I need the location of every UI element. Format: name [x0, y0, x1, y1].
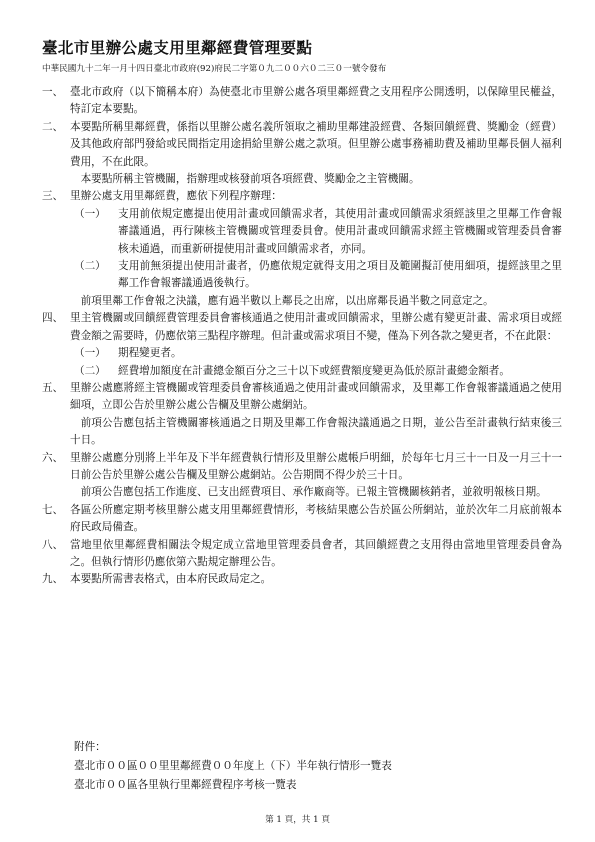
section-paragraph: 前項里鄰工作會報之決議，應有過半數以上鄰長之出席，以出席鄰長過半數之同意定之。 [80, 294, 494, 307]
section [42, 119, 562, 171]
attachments-label: 附件： [74, 741, 106, 753]
section-number: 二、 [42, 120, 64, 133]
section-paragraph: 前項公告應包括工作進度、已支出經費項目、承作廠商等。已報主管機關核銷者，並敘明報核日期。 [80, 486, 547, 499]
attachment-item: 臺北市００區各里執行里鄰經費程序考核一覽表 [74, 779, 297, 791]
sub-item-number: （二） [74, 364, 106, 377]
sub-item-text: 經費增加額度在計畫總金額百分之三十以下或經費額度變更為低於原計畫總金額者。 [118, 364, 510, 377]
section-text: 里辦公處支用里鄰經費，應依下列程序辦理： [70, 190, 282, 203]
sub-item [42, 345, 562, 362]
attachments [42, 738, 562, 795]
section [42, 571, 562, 588]
section [42, 502, 562, 537]
section [42, 380, 562, 415]
section-number: 三、 [42, 190, 64, 203]
document-title: 臺北市里辦公處支用里鄰經費管理要點 [42, 38, 313, 57]
section-text: 里主管機關或回饋經費管理委員會審核通過之使用計畫或回饋需求，里辦公處有變更計畫、需求項目或經費金額之需要時，仍應依第三點程序辦理。但計畫或需求項目不變，僅為下列各款之變更者，不在此限： [70, 312, 562, 342]
section [42, 537, 562, 572]
sub-item [42, 258, 562, 293]
section-paragraph: 本要點所稱主管機關，指辦理或核發前項各項經費、獎勵金之主管機關。 [80, 173, 420, 186]
section [42, 450, 562, 485]
sub-item [42, 206, 562, 258]
section-number: 八、 [42, 538, 64, 551]
sub-item-text: 期程變更者。 [118, 347, 182, 360]
sub-item-text: 支用前無須提出使用計畫者，仍應依規定就得支用之項目及範圍擬訂使用細項，提經該里之里鄰工作會報審議通過後執行。 [118, 260, 562, 290]
section [42, 188, 562, 205]
section-text: 里辦公處應分別將上半年及下半年經費執行情形及里辦公處帳戶明細，於每年七月三十一日及一月三十一日前公告於里辦公處公告欄及里辦公處網站。公告期間不得少於三十日。 [70, 451, 562, 481]
sub-item [42, 363, 562, 380]
section-text: 各區公所應定期考核里辦公處支用里鄰經費情形，考核結果應公告於區公所網站，並於次年二月底前報本府民政局備查。 [70, 503, 562, 534]
section-text: 里辦公處應將經主管機關或管理委員會審核通過之使用計畫或回饋需求，及里鄰工作會報審議通過之使用細項，立即公告於里辦公處公告欄及里辦公處網站。 [70, 381, 562, 412]
sub-item-text: 支用前依規定應提出使用計畫或回饋需求者，其使用計畫或回饋需求須經該里之里鄰工作會報審議通過，再行陳核主管機關或管理委員會。使用計畫或回饋需求經主管機關或管理委員會審核未通過，而重新研提使用計畫或回饋需求者，亦同。 [118, 207, 562, 255]
section-text: 臺北市政府（以下簡稱本府）為使臺北市里辦公處各項里鄰經費之支用程序公開透明，以保障里民權益，特訂定本要點。 [70, 86, 562, 116]
section-number: 六、 [42, 451, 64, 464]
section-text: 本要點所稱里鄰經費，係指以里辦公處名義所領取之補助里鄰建設經費、各類回饋經費、獎勵金（經費）及其他政府部門發給或民間指定用途捐給里辦公處之款項。但里辦公處事務補助費及補助里鄰長個人福利費用，不在此限。 [70, 120, 562, 168]
attachment-item: 臺北市００區００里里鄰經費００年度上（下）半年執行情形一覽表 [74, 760, 392, 772]
section [42, 84, 562, 119]
sub-item-number: （一） [74, 347, 106, 360]
section-number: 七、 [42, 503, 64, 516]
section-text: 本要點所需書表格式，由本府民政局定之。 [70, 573, 272, 586]
promulgation-note: 中華民國九十二年一月十四日臺北市政府(92)府民二字第０九二００六０二三０一號令發布 [42, 64, 387, 74]
section-number: 九、 [42, 573, 64, 586]
section-paragraph: 前項公告應包括主管機關審核通過之日期及里鄰工作會報決議通過之日期，並公告至計畫執行結束後三十日。 [70, 416, 562, 447]
sub-item-number: （一） [74, 207, 106, 220]
section-number: 四、 [42, 312, 64, 325]
section-number: 五、 [42, 381, 64, 394]
document-body [42, 84, 562, 589]
sub-item-number: （二） [74, 260, 106, 273]
section-number: 一、 [42, 86, 64, 98]
section-text: 當地里依里鄰經費相關法令規定成立當地里管理委員會者，其回饋經費之支用得由當地里管理委員會為之。但執行情形仍應依第六點規定辦理公告。 [70, 538, 562, 568]
page-number: 第 1 頁，共 1 頁 [265, 815, 330, 825]
section [42, 310, 562, 345]
